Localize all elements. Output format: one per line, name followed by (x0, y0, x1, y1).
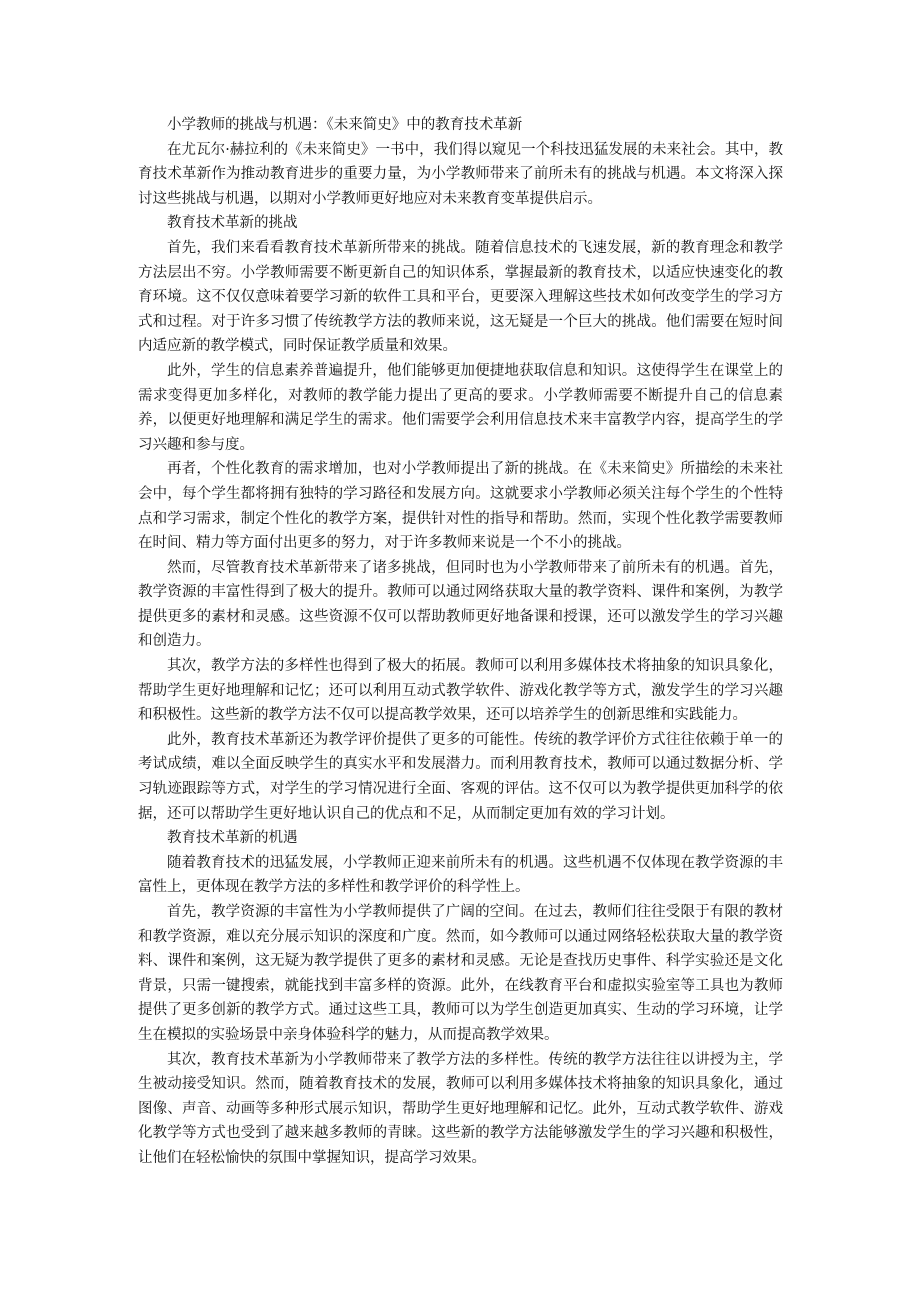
paragraph: 此外，教育技术革新还为教学评价提供了更多的可能性。传统的教学评价方式往往依赖于单一的考试成绩，难以全面反映学生的真实水平和发展潜力。而利用教育技术，教师可以通过数据分析、学习轨迹跟踪等方式，对学生的学习情况进行全面、客观的评估。这不仅可以为教学提供更加科学的依据，还可以帮助学生更好地认识自己的优点和不足，从而制定更加有效的学习计划。 (138, 731, 783, 822)
intro-paragraph: 在尤瓦尔·赫拉利的《未来简史》一书中，我们得以窥见一个科技迅猛发展的未来社会。其中，教育技术革新作为推动教育进步的重要力量，为小学教师带来了前所未有的挑战与机遇。本文将深入探讨这些挑战与机遇，以期对小学教师更好地应对未来教育变革提供启示。 (138, 141, 783, 207)
paragraph: 首先，教学资源的丰富性为小学教师提供了广阔的空间。在过去，教师们往往受限于有限的教材和教学资源，难以充分展示知识的深度和广度。然而，如今教师可以通过网络轻松获取大量的教学资料、课件和案例，这无疑为教学提供了更多的素材和灵感。无论是查找历史事件、科学实验还是文化背景，只需一键搜索，就能找到丰富多样的资源。此外，在线教育平台和虚拟实验室等工具也为教师提供了更多创新的教学方式。通过这些工具，教师可以为学生创造更加真实、生动的学习环境，让学生在模拟的实验场景中亲身体验科学的魅力，从而提高教学效果。 (138, 904, 783, 1043)
paragraph: 其次，教学方法的多样性也得到了极大的拓展。教师可以利用多媒体技术将抽象的知识具象化，帮助学生更好地理解和记忆；还可以利用互动式教学软件、游戏化教学等方式，激发学生的学习兴趣和积极性。这些新的教学方法不仅可以提高教学效果，还可以培养学生的创新思维和实践能力。 (138, 658, 783, 724)
paragraph: 再者，个性化教育的需求增加，也对小学教师提出了新的挑战。在《未来简史》所描绘的未来社会中，每个学生都将拥有独特的学习路径和发展方向。这就要求小学教师必须关注每个学生的个性特点和学习需求，制定个性化的教学方案，提供针对性的指导和帮助。然而，实现个性化教学需要教师在时间、精力等方面付出更多的努力，对于许多教师来说是一个不小的挑战。 (138, 461, 783, 552)
section-heading-challenges: 教育技术革新的挑战 (167, 215, 298, 232)
document-page (138, 113, 783, 1171)
paragraph: 此外，学生的信息素养普遍提升，他们能够更加便捷地获取信息和知识。这使得学生在课堂上的需求变得更加多样化，对教师的教学能力提出了更高的要求。小学教师需要不断提升自己的信息素养，以便更好地理解和满足学生的需求。他们需要学会利用信息技术来丰富教学内容，提高学生的学习兴趣和参与度。 (138, 362, 783, 453)
section-heading-opportunities: 教育技术革新的机遇 (167, 830, 298, 847)
paragraph: 其次，教育技术革新为小学教师带来了教学方法的多样性。传统的教学方法往往以讲授为主，学生被动接受知识。然而，随着教育技术的发展，教师可以利用多媒体技术将抽象的知识具象化，通过图像、声音、动画等多种形式展示知识，帮助学生更好地理解和记忆。此外，互动式教学软件、游戏化教学等方式也受到了越来越多教师的青睐。这些新的教学方法能够激发学生的学习兴趣和积极性，让他们在轻松愉快的氛围中掌握知识，提高学习效果。 (138, 1051, 783, 1166)
paragraph: 然而，尽管教育技术革新带来了诸多挑战，但同时也为小学教师带来了前所未有的机遇。首先，教学资源的丰富性得到了极大的提升。教师可以通过网络获取大量的教学资料、课件和案例，为教学提供更多的素材和灵感。这些资源不仅可以帮助教师更好地备课和授课，还可以激发学生的学习兴趣和创造力。 (138, 559, 783, 650)
paragraph: 首先，我们来看看教育技术革新所带来的挑战。随着信息技术的飞速发展，新的教育理念和教学方法层出不穷。小学教师需要不断更新自己的知识体系，掌握最新的教育技术，以适应快速变化的教育环境。这不仅仅意味着要学习新的软件工具和平台，更要深入理解这些技术如何改变学生的学习方式和过程。对于许多习惯了传统教学方法的教师来说，这无疑是一个巨大的挑战。他们需要在短时间内适应新的教学模式，同时保证教学质量和效果。 (138, 239, 783, 355)
document-title: 小学教师的挑战与机遇：《未来简史》中的教育技术革新 (167, 117, 523, 133)
paragraph: 随着教育技术的迅猛发展，小学教师正迎来前所未有的机遇。这些机遇不仅体现在教学资源的丰富性上，更体现在教学方法的多样性和教学评价的科学性上。 (138, 854, 783, 896)
